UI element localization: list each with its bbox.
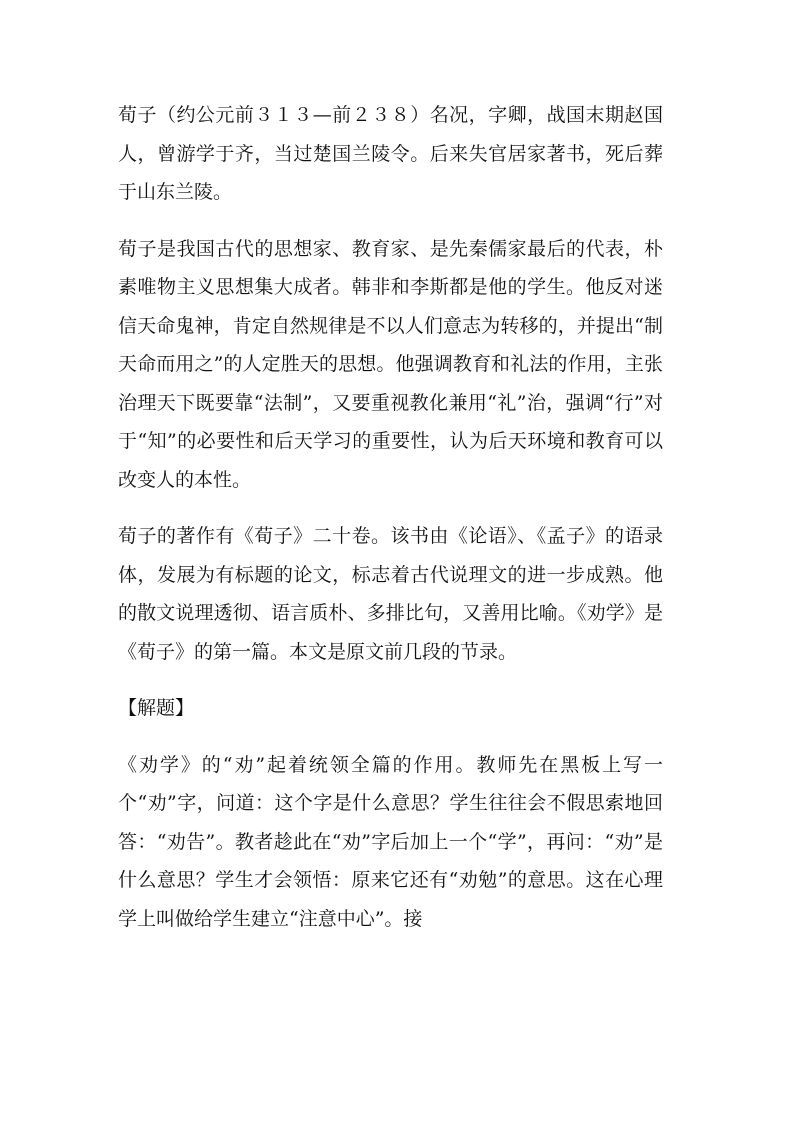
author-thought-paragraph: 荀子是我国古代的思想家、教育家、是先秦儒家最后的代表，朴素唯物主义思想集大成者。韩非和李斯都是他的学生。他反对迷信天命鬼神，肯定自然规律是不以人们意志为转移的，并提出“制天命而用之”的人定胜天的思想。他强调教育和礼法的作用，主张治理天下既要靠“法制”，又要重视教化兼用“礼”治，强调“行”对于“知”的必要性和后天学习的重要性，认为后天环境和教育可以改变人的本性。 <box>118 237 663 491</box>
author-intro-paragraph: 荀子（约公元前３１３—前２３８）名况，字卿，战国末期赵国人，曾游学于齐，当过楚国兰陵令。后来失官居家著书，死后葬于山东兰陵。 <box>118 104 663 203</box>
works-paragraph: 荀子的著作有《荀子》二十卷。该书由《论语》、《孟子》的语录体，发展为有标题的论文，标志着古代说理文的进一步成熟。他的散文说理透彻、语言质朴、多排比句，又善用比喻。《劝学》是《荀子》的第一篇。本文是原文前几段的节录。 <box>118 525 663 663</box>
section-heading: 【解题】 <box>118 697 195 719</box>
title-explanation-paragraph: 《劝学》的“劝”起着统领全篇的作用。教师先在黑板上写一个“劝”字，问道：这个字是什么意思？学生往往会不假思索地回答：“劝告”。教者趁此在“劝”字后加上一个“学”，再问：“劝”是什么意思？学生才会领悟：原来它还有“劝勉”的意思。这在心理学上叫做给学生建立“注意中心”。接 <box>118 753 663 930</box>
document-page <box>118 96 663 956</box>
